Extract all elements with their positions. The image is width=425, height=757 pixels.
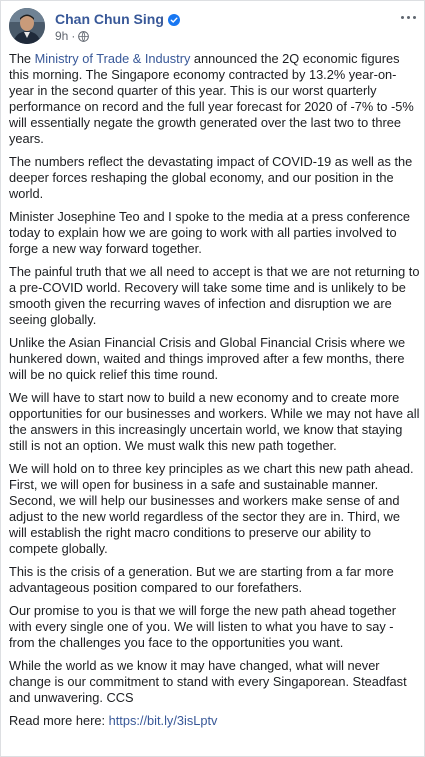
post-paragraph-4: The painful truth that we all need to accept is that we are not returning to a pre-COVID world. Recovery will take some time and is unlikely to be smooth given the recurring waves of infection and disruption we are seeing globally. (9, 264, 420, 327)
post-paragraph-3: Minister Josephine Teo and I spoke to the media at a press conference today to explain how we are going to work with all parties involved to forge a new way forward together. (9, 209, 410, 256)
post-paragraph-7: We will hold on to three key principles as we chart this new path ahead. First, we will open for business in a safe and sustainable manner. Second, we will help our businesses and workers make sense of and adjust to the new world regardless of the sector they are in. Third, we will establish the right macro conditions to preserve our ability to compete globally. (9, 461, 414, 556)
post-header (9, 8, 418, 44)
verified-badge-icon (168, 13, 180, 25)
author-name[interactable]: Chan Chun Sing (55, 11, 164, 27)
p1-text-start: The (9, 51, 35, 66)
author-avatar[interactable] (9, 8, 45, 44)
p1-text-end: announced the 2Q economic figures this morning. The Singapore economy contracted by 13.2% year-on-year in the second quarter of this year. This is our worst quarterly performance on record and the full year forecast for 2020 of -7% to -5% will essentially negate the growth generated over the last two to three years. (9, 51, 414, 146)
meta-separator: · (71, 29, 76, 43)
post-timestamp[interactable]: 9h (55, 29, 69, 43)
post-paragraph-8: This is the crisis of a generation. But we are starting from a far more advantageous position compared to our forefathers. (9, 564, 394, 595)
globe-icon[interactable] (78, 31, 89, 42)
post-body (9, 51, 420, 736)
post-paragraph-6: We will have to start now to build a new economy and to create more opportunities for our businesses and workers. While we may not have all the answers in this increasingly uncertain world, we know that staying still is not an option. We must walk this new path together. (9, 390, 420, 453)
post-meta (55, 29, 89, 43)
read-more-label: Read more here: (9, 713, 109, 728)
avatar-image (9, 8, 45, 44)
read-more-line (9, 713, 420, 729)
post-paragraph-5: Unlike the Asian Financial Crisis and Global Financial Crisis where we hunkered down, waited and things improved after a few months, there will be no quick relief this time round. (9, 335, 406, 382)
more-dot (401, 16, 404, 19)
more-dot (407, 16, 410, 19)
more-options-icon[interactable] (398, 12, 416, 22)
post-paragraph-1 (9, 51, 420, 147)
author-name-row (55, 10, 180, 28)
more-dot (413, 16, 416, 19)
post-paragraph-2: The numbers reflect the devastating impact of COVID-19 as well as the deeper forces reshaping the global economy, and our position in the world. (9, 154, 413, 201)
post-paragraph-10: While the world as we know it may have changed, what will never change is our commitment to stand with every Singaporean. Steadfast and unwavering. CCS (9, 658, 407, 705)
read-more-link[interactable]: https://bit.ly/3isLptv (108, 713, 218, 728)
post-paragraph-9: Our promise to you is that we will forge the new path ahead together with every single one of you. We will listen to what you have to say - from the challenges you face to the opportunities you want. (9, 603, 396, 650)
mti-link[interactable]: Ministry of Trade & Industry (34, 51, 191, 66)
